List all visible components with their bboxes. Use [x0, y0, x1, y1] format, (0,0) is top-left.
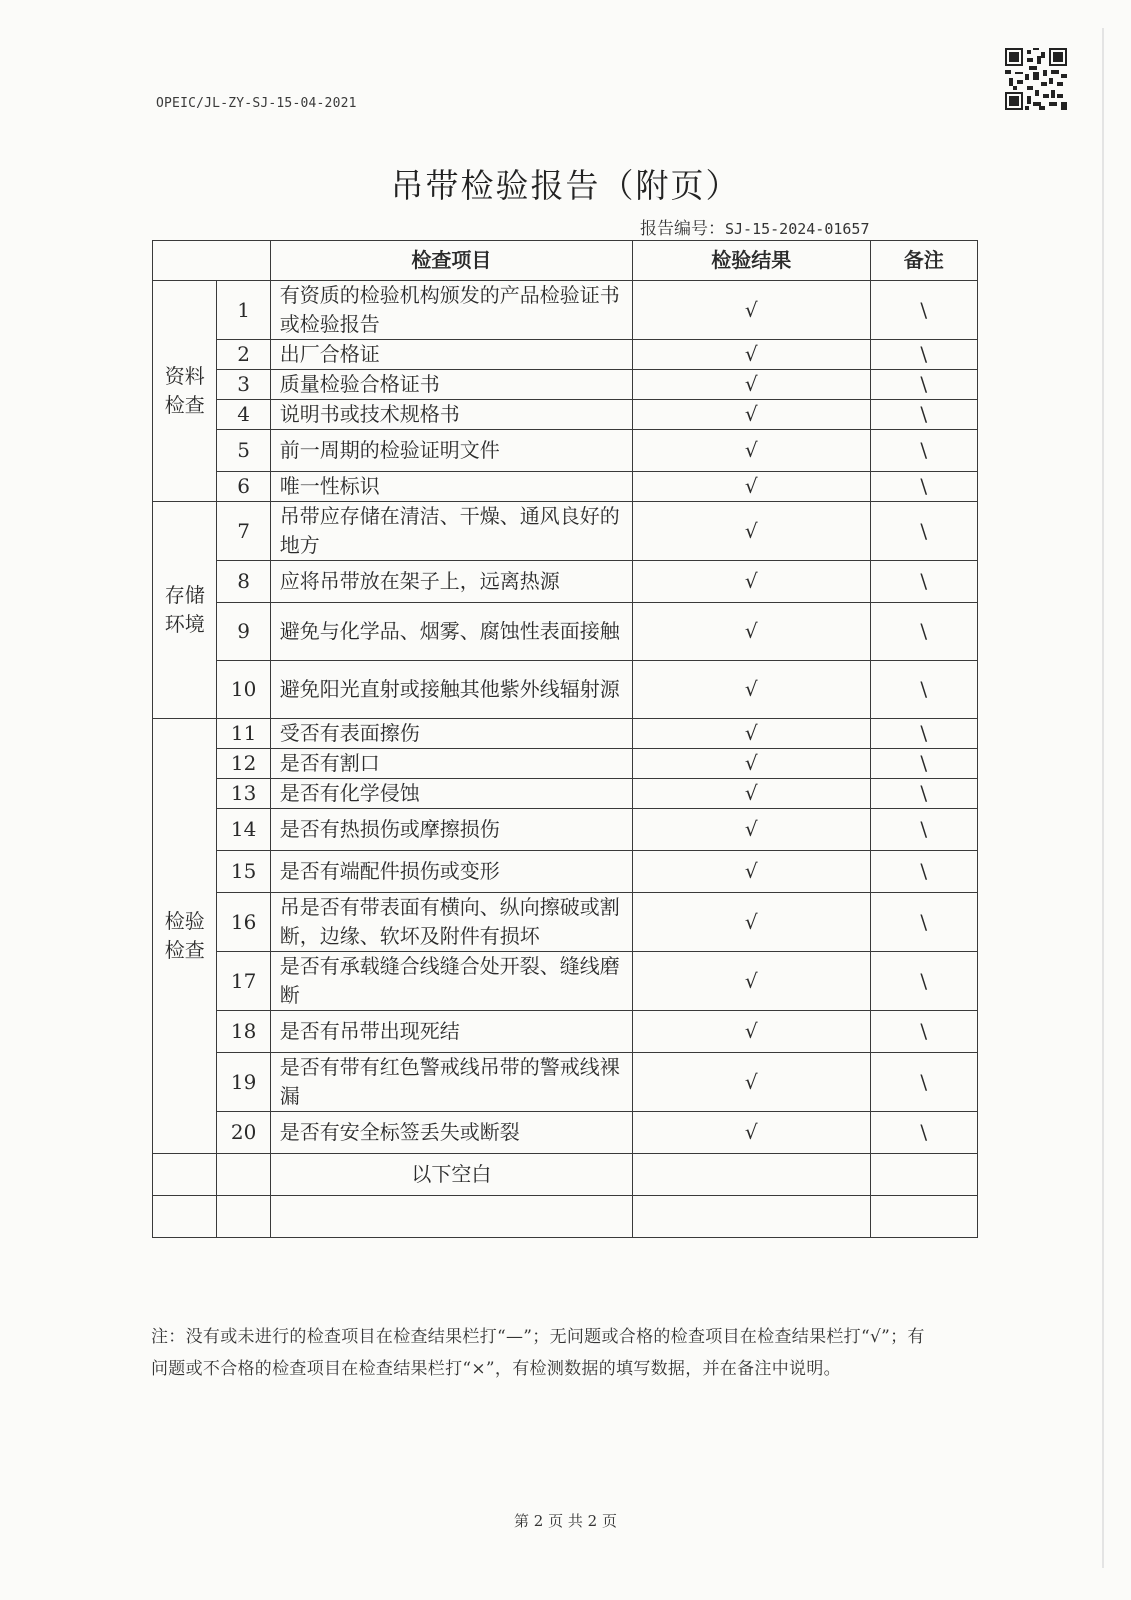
row-item: 是否有吊带出现死结: [270, 1011, 632, 1053]
row-remark: \: [870, 1112, 977, 1154]
row-item: 是否有带有红色警戒线吊带的警戒线裸漏: [270, 1053, 632, 1112]
row-result: √: [633, 400, 870, 430]
row-result: √: [633, 1053, 870, 1112]
table-row: [153, 370, 978, 400]
row-item: 吊带应存储在清洁、干燥、通风良好的地方: [270, 502, 632, 561]
row-result: √: [633, 472, 870, 502]
row-number: 15: [217, 851, 270, 893]
blank-cell: [870, 1196, 977, 1238]
qr-code-icon: [1005, 48, 1067, 110]
row-item: 避免阳光直射或接触其他紫外线辐射源: [270, 661, 632, 719]
row-number: 11: [217, 719, 270, 749]
document-code: OPEIC/JL-ZY-SJ-15-04-2021: [156, 96, 357, 111]
table-row: [153, 603, 978, 661]
category-label-line: 环境: [164, 612, 205, 636]
header-blank-cell: [153, 241, 271, 281]
row-remark: \: [870, 1053, 977, 1112]
row-remark: \: [870, 952, 977, 1011]
row-result: √: [633, 952, 870, 1011]
table-row: [153, 340, 978, 370]
table-row: [153, 502, 978, 561]
row-number: 5: [217, 430, 270, 472]
row-number: 9: [217, 603, 270, 661]
row-result: √: [633, 370, 870, 400]
row-number: 1: [217, 281, 270, 340]
row-item: 质量检验合格证书: [270, 370, 632, 400]
row-number: 3: [217, 370, 270, 400]
table-row: [153, 851, 978, 893]
blank-row: [153, 1196, 978, 1238]
row-number: 6: [217, 472, 270, 502]
row-number: 10: [217, 661, 270, 719]
header-item: 检查项目: [270, 241, 632, 281]
row-item: 是否有割口: [270, 749, 632, 779]
category-label-line: 检查: [164, 938, 205, 962]
page-title: 吊带检验报告（附页）: [390, 166, 741, 205]
table-row: [153, 719, 978, 749]
row-item: 是否有热损伤或摩擦损伤: [270, 809, 632, 851]
row-number: 18: [217, 1011, 270, 1053]
category-label: [153, 719, 217, 1154]
table-row: [153, 1053, 978, 1112]
row-remark: \: [870, 661, 977, 719]
table-row: [153, 661, 978, 719]
page-number: 第 2 页 共 2 页: [514, 1512, 617, 1530]
row-remark: \: [870, 430, 977, 472]
table-row: [153, 893, 978, 952]
row-number: 4: [217, 400, 270, 430]
row-item: 唯一性标识: [270, 472, 632, 502]
table-row: [153, 809, 978, 851]
row-result: √: [633, 340, 870, 370]
row-result: √: [633, 1112, 870, 1154]
row-remark: \: [870, 1011, 977, 1053]
row-result: √: [633, 851, 870, 893]
row-item: 是否有安全标签丢失或断裂: [270, 1112, 632, 1154]
row-item: 吊是否有带表面有横向、纵向擦破或割断，边缘、软坏及附件有损坏: [270, 893, 632, 952]
row-remark: \: [870, 603, 977, 661]
blank-cell: [217, 1196, 270, 1238]
table-row: [153, 400, 978, 430]
category-label: [153, 502, 217, 719]
row-result: √: [633, 502, 870, 561]
row-number: 2: [217, 340, 270, 370]
table-row: [153, 561, 978, 603]
blank-cell: [270, 1196, 632, 1238]
table-row: [153, 749, 978, 779]
row-result: √: [633, 561, 870, 603]
row-remark: \: [870, 502, 977, 561]
row-remark: \: [870, 851, 977, 893]
row-number: 12: [217, 749, 270, 779]
category-label-line: 存储: [164, 583, 205, 607]
table-header-row: [153, 241, 978, 281]
row-remark: \: [870, 370, 977, 400]
category-label-line: 检验: [164, 909, 205, 933]
category-label: [153, 281, 217, 502]
row-number: 14: [217, 809, 270, 851]
blank-cell: [633, 1154, 870, 1196]
row-item: 是否有承载缝合线缝合处开裂、缝线磨断: [270, 952, 632, 1011]
row-number: 7: [217, 502, 270, 561]
table-row: [153, 472, 978, 502]
row-item: 出厂合格证: [270, 340, 632, 370]
row-result: √: [633, 809, 870, 851]
inspection-table: [152, 240, 978, 1238]
row-number: 19: [217, 1053, 270, 1112]
category-label-line: 资料: [164, 364, 205, 388]
blank-cell: [870, 1154, 977, 1196]
row-number: 13: [217, 779, 270, 809]
row-result: √: [633, 603, 870, 661]
row-remark: \: [870, 340, 977, 370]
row-result: √: [633, 779, 870, 809]
row-remark: \: [870, 719, 977, 749]
blank-cell: [153, 1196, 217, 1238]
table-row: [153, 1112, 978, 1154]
table-row: [153, 281, 978, 340]
category-label-line: 检查: [164, 393, 205, 417]
note-text: 注：没有或未进行的检查项目在检查结果栏打“—”；无问题或合格的检查项目在检查结果栏打“√”；有问题或不合格的检查项目在检查结果栏打“×”，有检测数据的填写数据，并在备注中说明。: [151, 1327, 925, 1379]
row-remark: \: [870, 749, 977, 779]
row-result: √: [633, 893, 870, 952]
row-result: √: [633, 749, 870, 779]
scan-edge-line: [1102, 28, 1104, 1568]
row-item: 受否有表面擦伤: [270, 719, 632, 749]
blank-cell: [217, 1154, 270, 1196]
row-remark: \: [870, 893, 977, 952]
row-remark: \: [870, 809, 977, 851]
row-result: √: [633, 1011, 870, 1053]
report-number: [640, 214, 870, 239]
row-item: 说明书或技术规格书: [270, 400, 632, 430]
row-remark: \: [870, 779, 977, 809]
row-item: 是否有化学侵蚀: [270, 779, 632, 809]
row-result: √: [633, 661, 870, 719]
table-row: [153, 1011, 978, 1053]
row-number: 16: [217, 893, 270, 952]
row-number: 8: [217, 561, 270, 603]
blank-row: [153, 1154, 978, 1196]
header-remark: 备注: [870, 241, 977, 281]
row-number: 17: [217, 952, 270, 1011]
row-item: 避免与化学品、烟雾、腐蚀性表面接触: [270, 603, 632, 661]
report-number-value: SJ-15-2024-01657: [725, 220, 870, 238]
row-item: 是否有端配件损伤或变形: [270, 851, 632, 893]
row-item: 前一周期的检验证明文件: [270, 430, 632, 472]
report-number-label: 报告编号：: [640, 219, 725, 239]
table-row: [153, 952, 978, 1011]
row-result: √: [633, 719, 870, 749]
row-remark: \: [870, 281, 977, 340]
table-row: [153, 779, 978, 809]
row-result: √: [633, 430, 870, 472]
blank-cell: [153, 1154, 217, 1196]
blank-cell: [633, 1196, 870, 1238]
table-row: [153, 430, 978, 472]
row-result: √: [633, 281, 870, 340]
row-remark: \: [870, 561, 977, 603]
header-result: 检验结果: [633, 241, 870, 281]
row-number: 20: [217, 1112, 270, 1154]
blank-below-text: 以下空白: [270, 1154, 632, 1196]
row-remark: \: [870, 400, 977, 430]
row-remark: \: [870, 472, 977, 502]
row-item: 有资质的检验机构颁发的产品检验证书或检验报告: [270, 281, 632, 340]
row-item: 应将吊带放在架子上，远离热源: [270, 561, 632, 603]
